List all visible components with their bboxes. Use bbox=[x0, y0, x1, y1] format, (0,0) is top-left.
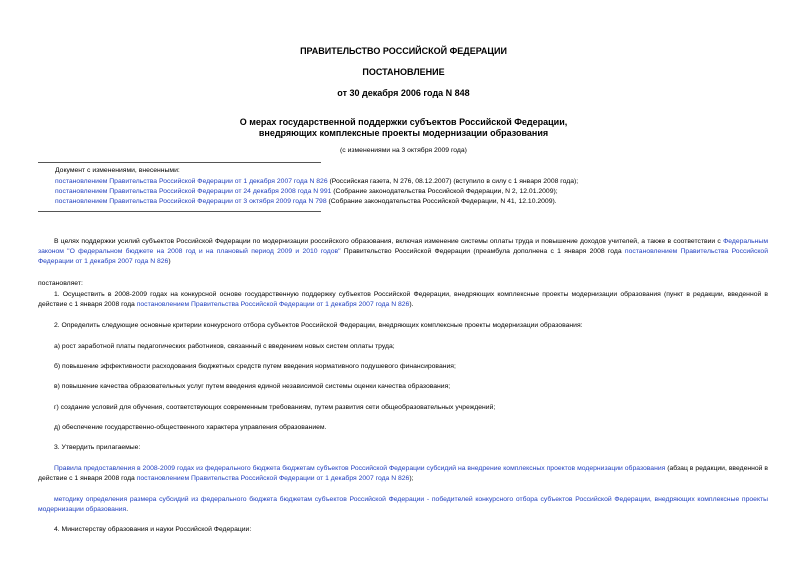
amendment-item: постановлением Правительства Российской Федерации от 3 октября 2009 года N 798 (Собрание законодательства Российской Федерации, N 41, 12.10.2009). bbox=[55, 198, 557, 205]
paragraph-3: 3. Утвердить прилагаемые: bbox=[54, 444, 141, 451]
amendments-intro: Документ с изменениями, внесенными: bbox=[55, 167, 180, 174]
federal-law-link[interactable]: Федеральным законом "О федеральном бюджете на 2008 год и на плановый период 2009 и 2010 годов" bbox=[38, 238, 768, 255]
paragraph-1: 1. Осуществить в 2008-2009 годах на конкурсной основе государственную поддержку субъектов Российской Федерации, внедряющих комплексные проекты модернизации образования (пункт в редакции, введенной в действие с 1 января 2008 года постановлением Правительства Российской Федерации от 1 декабря 2007 года N 826). bbox=[38, 291, 768, 308]
document-date: от 30 декабря 2006 года N 848 bbox=[337, 88, 470, 98]
paragraph-4: 4. Министерству образования и науки Российской Федерации: bbox=[54, 526, 252, 533]
criterion-d: д) обеспечение государственно-общественного характера управления образованием. bbox=[54, 424, 327, 431]
amendment-link[interactable]: постановлением Правительства Российской Федерации от 1 декабря 2007 года N 826 bbox=[136, 475, 410, 482]
criterion-g: г) создание условий для обучения, соответствующих современным требованиям, путем развития сети общеобразовательных учреждений; bbox=[54, 404, 496, 411]
amendment-link[interactable]: постановлением Правительства Российской Федерации от 1 декабря 2007 года N 826 bbox=[136, 301, 410, 308]
amendment-item: постановлением Правительства Российской Федерации от 1 декабря 2007 года N 826 (Российская газета, N 276, 08.12.2007) (вступило в силу с 1 января 2008 года); bbox=[55, 178, 579, 185]
amendment-link[interactable]: постановлением Правительства Российской Федерации от 1 декабря 2007 года N 826 bbox=[38, 248, 768, 265]
divider-bottom bbox=[38, 211, 321, 212]
criterion-b: б) повышение эффективности расходования бюджетных средств путем введения нормативного подушевого финансирования; bbox=[54, 363, 456, 370]
methodology-link[interactable]: методику определения размера субсидий из федерального бюджета бюджетам субъектов Российской Федерации - победителей конкурсного отбора субъектов Российской Федерации, внедряющих комплексные проекты модернизации образования bbox=[38, 496, 768, 513]
criterion-c: в) повышение качества образовательных услуг путем введения единой независимой системы оценки качества образования; bbox=[54, 383, 451, 390]
changes-note: (с изменениями на 3 октября 2009 года) bbox=[340, 147, 467, 154]
methodology-item: методику определения размера субсидий из федерального бюджета бюджетам субъектов Российской Федерации - победителей конкурсного отбора субъектов Российской Федерации, внедряющих комплексные проекты модернизации образования. bbox=[38, 496, 768, 513]
amendment-link[interactable]: постановлением Правительства Российской Федерации от 1 декабря 2007 года N 826 bbox=[55, 178, 328, 185]
rules-link[interactable]: Правила предоставления в 2008-2009 годах из федерального бюджета бюджетам субъектов Российской Федерации субсидий на внедрение комплексных проектов модернизации образования bbox=[54, 465, 666, 472]
rules-item: Правила предоставления в 2008-2009 годах из федерального бюджета бюджетам субъектов Российской Федерации субсидий на внедрение комплексных проектов модернизации образования (абзац в редакции, введенной в действие с 1 января 2008 года постановлением Правительства Российской Федерации от 1 декабря 2007 года N 826); bbox=[38, 465, 768, 482]
amendment-link[interactable]: постановлением Правительства Российской Федерации от 3 октября 2009 года N 798 bbox=[55, 198, 327, 205]
government-heading: ПРАВИТЕЛЬСТВО РОССИЙСКОЙ ФЕДЕРАЦИИ bbox=[300, 46, 507, 56]
document-type: ПОСТАНОВЛЕНИЕ bbox=[362, 67, 445, 77]
amendment-link[interactable]: постановлением Правительства Российской Федерации от 24 декабря 2008 года N 991 bbox=[55, 188, 332, 195]
paragraph-2: 2. Определить следующие основные критерии конкурсного отбора субъектов Российской Федерации, внедряющих комплексные проекты модернизации образования: bbox=[54, 322, 583, 329]
divider-top bbox=[38, 162, 321, 163]
document-title-line2: внедряющих комплексные проекты модернизации образования bbox=[258, 128, 549, 138]
decrees-label: постановляет: bbox=[38, 280, 83, 287]
document-title-line1: О мерах государственной поддержки субъектов Российской Федерации, bbox=[239, 117, 568, 127]
preamble-paragraph: В целях поддержки усилий субъектов Российской Федерации по модернизации российского образования, включая изменение системы оплаты труда и повышение доходов учителей, а также в соответствии с Федеральным законом "О федеральном бюджете на 2008 год и на плановый период 2009 и 2010 годов" Правительство Российской Федерации (преамбула дополнена с 1 января 2008 года постановлением Правительства Российской Федерации от 1 декабря 2007 года N 826) bbox=[38, 238, 768, 265]
criterion-a: а) рост заработной платы педагогических работников, связанный с введением новых систем оплаты труда; bbox=[54, 343, 395, 350]
amendment-item: постановлением Правительства Российской Федерации от 24 декабря 2008 года N 991 (Собрание законодательства Российской Федерации, N 2, 12.01.2009); bbox=[55, 188, 558, 195]
